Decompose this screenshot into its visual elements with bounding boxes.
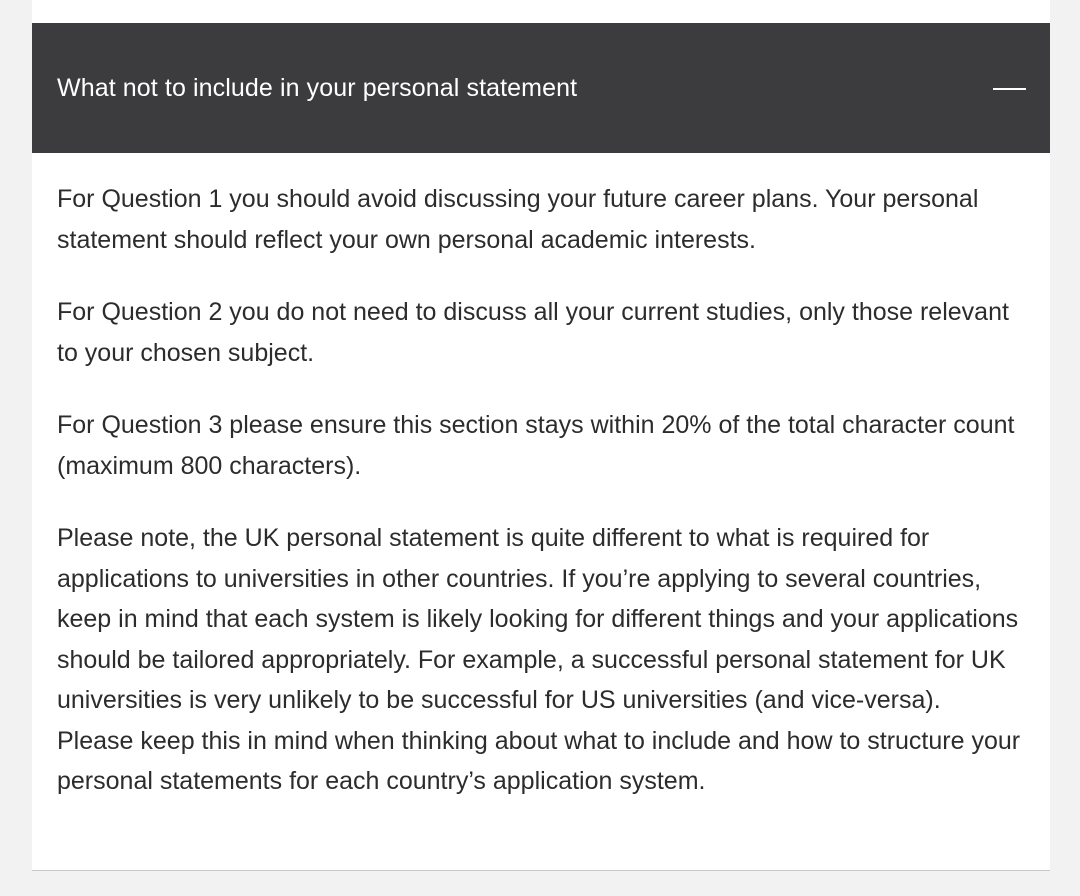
paragraph-question-2: For Question 2 you do not need to discuss all your current studies, only those relevant to your chosen subject. (57, 298, 1009, 367)
previous-card (32, 0, 1050, 23)
paragraph-question-3: For Question 3 please ensure this section stays within 20% of the total character count (maximum 800 characters). (57, 411, 1015, 480)
accordion-title: What not to include in your personal statement (57, 73, 578, 102)
accordion-header[interactable] (32, 23, 1050, 153)
minus-icon[interactable] (993, 88, 1026, 90)
paragraph-question-1: For Question 1 you should avoid discussing your future career plans. Your personal statement should reflect your own personal academic interests. (57, 185, 979, 254)
paragraph-note: Please note, the UK personal statement is quite different to what is required for applications to universities in other countries. If you’re applying to several countries, keep in mind that each system is likely looking for different things and your applications should be tailored appropriately. For example, a successful personal statement for UK universities is very unlikely to be successful for US universities (and vice-versa). Please keep this in mind when thinking about what to include and how to structure your personal statements for each country’s application system. (57, 524, 1021, 795)
accordion-panel (32, 23, 1050, 871)
accordion-body (32, 153, 1050, 802)
